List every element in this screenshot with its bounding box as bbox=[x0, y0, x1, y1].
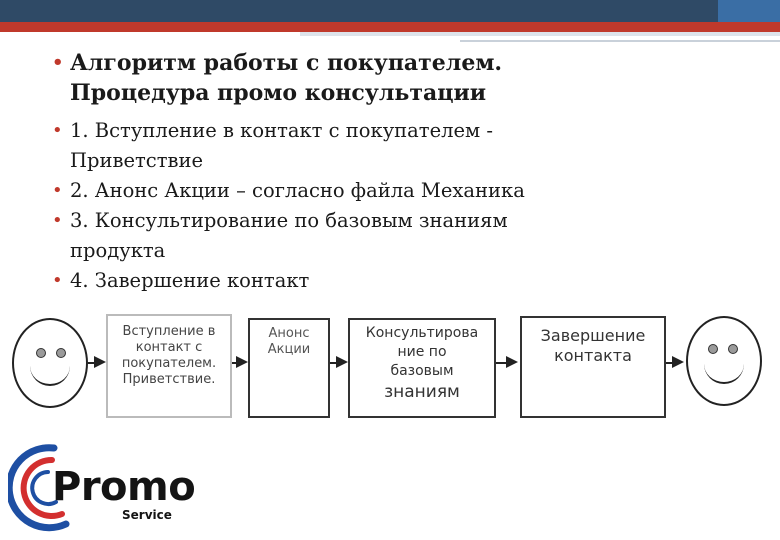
bullet-dot: • bbox=[52, 120, 63, 141]
bullet-dot: • bbox=[52, 270, 63, 291]
eye-icon bbox=[56, 348, 66, 358]
title-line-1: Алгоритм работы с покупателем. bbox=[70, 50, 503, 76]
eye-icon bbox=[728, 344, 738, 354]
flow-diagram bbox=[0, 300, 780, 440]
step-1-line-2: Приветствие bbox=[70, 149, 204, 172]
step-1-line-1: 1. Вступление в контакт с покупателем - bbox=[70, 119, 494, 142]
box1-line-3: покупателем. bbox=[121, 356, 217, 371]
eye-icon bbox=[36, 348, 46, 358]
box4-line-2: контакта bbox=[554, 346, 632, 365]
logo-word: Promo bbox=[52, 464, 196, 510]
bullet-dot: • bbox=[52, 52, 64, 73]
eye-icon bbox=[708, 344, 718, 354]
arrow-right-icon bbox=[94, 356, 106, 368]
smiley-face-icon-right bbox=[686, 316, 762, 406]
step-box-consult bbox=[348, 318, 496, 418]
arrow-right-icon bbox=[672, 356, 684, 368]
bullet-list bbox=[52, 48, 752, 296]
bullet-step-1 bbox=[52, 116, 752, 176]
bullet-dot: • bbox=[52, 180, 63, 201]
box3-line-4: знаниям bbox=[384, 382, 460, 402]
header-rule-thin bbox=[460, 40, 780, 42]
box1-line-2: контакт с bbox=[135, 340, 203, 355]
header-band bbox=[0, 0, 780, 22]
header-accent bbox=[718, 0, 780, 22]
step-4-line-1: 4. Завершение контакт bbox=[70, 269, 310, 292]
box1-line-1: Вступление в bbox=[122, 324, 216, 339]
step-3-line-2: продукта bbox=[70, 239, 166, 262]
box2-line-1: Анонс bbox=[268, 326, 310, 341]
step-box-closing bbox=[520, 316, 666, 418]
arrow-right-icon bbox=[336, 356, 348, 368]
step-box-announce bbox=[248, 318, 330, 418]
arrow-right-icon bbox=[506, 356, 518, 368]
header-rule-light bbox=[300, 32, 780, 36]
smiley-face-icon-left bbox=[12, 318, 88, 408]
bullet-dot: • bbox=[52, 210, 63, 231]
box1-line-4: Приветствие. bbox=[122, 372, 216, 387]
arrow-right-icon bbox=[236, 356, 248, 368]
bullet-step-2 bbox=[52, 176, 752, 206]
step-3-line-1: 3. Консультирование по базовым знаниям bbox=[70, 209, 508, 232]
bullet-step-3 bbox=[52, 206, 752, 266]
box2-line-2: Акции bbox=[267, 342, 311, 357]
box3-line-2: ние по bbox=[397, 344, 447, 360]
box3-line-3: базовым bbox=[390, 363, 454, 379]
header-red-rule bbox=[0, 22, 780, 32]
step-box-greeting bbox=[106, 314, 232, 418]
promo-service-logo bbox=[8, 440, 208, 532]
box3-line-1: Консультирова bbox=[365, 325, 479, 341]
bullet-title bbox=[52, 48, 752, 108]
logo-subtitle: Service bbox=[122, 508, 172, 522]
title-line-2: Процедура промо консультации bbox=[70, 80, 487, 106]
smile-icon bbox=[704, 362, 744, 384]
step-2-line-1: 2. Анонс Акции – согласно файла Механика bbox=[70, 179, 525, 202]
smile-icon bbox=[30, 364, 70, 386]
box4-line-1: Завершение bbox=[540, 326, 646, 345]
bullet-step-4 bbox=[52, 266, 752, 296]
